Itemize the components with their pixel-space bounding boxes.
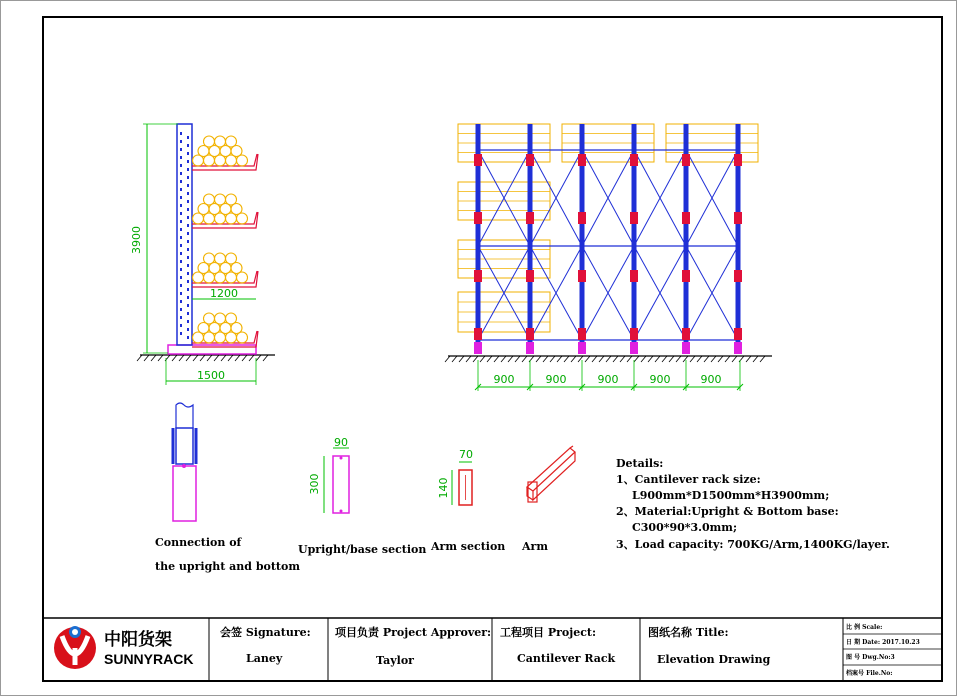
dim-base-length: 1500	[197, 369, 225, 382]
dim-arm-width: 70	[459, 448, 473, 461]
arm-label: Arm	[522, 540, 548, 553]
dim-bay-4: 900	[649, 373, 671, 386]
title-label: 图纸名称 Title:	[648, 626, 729, 639]
details-line1b: L900mm*D1500mm*H3900mm;	[632, 489, 830, 502]
details-line2: 2、Material:Upright & Bottom base:	[616, 505, 839, 518]
dim-arm-length: 1200	[210, 287, 238, 300]
details-line2b: C300*90*3.0mm;	[632, 521, 738, 534]
arm-section-label: Arm section	[431, 540, 506, 553]
details-line3: 3、Load capacity: 700KG/Arm,1400KG/layer.	[616, 538, 890, 551]
approver-label: 项目负责 Project Approver:	[335, 626, 492, 639]
logo-en: SUNNYRACK	[104, 651, 194, 667]
side-upright	[177, 124, 192, 345]
date-field: 日 期 Date: 2017.10.23	[846, 639, 920, 646]
connection-label-1: Connection of	[155, 536, 242, 549]
dwg-no-field: 图 号 Dwg.No:3	[846, 654, 895, 661]
connection-label-2: the upright and bottom	[155, 560, 300, 573]
logo-cn: 中阳货架	[104, 630, 172, 650]
dim-bay-3: 900	[597, 373, 619, 386]
drawing-frame	[43, 17, 942, 681]
sunnyrack-logo	[54, 626, 193, 669]
upright-section	[298, 436, 426, 556]
project-value: Cantilever Rack	[517, 652, 616, 665]
approver-value: Taylor	[376, 654, 414, 667]
connection-detail	[155, 403, 300, 573]
side-base	[168, 345, 256, 354]
signature-label: 会签 Signature:	[220, 626, 311, 639]
front-elevation	[445, 124, 772, 391]
dim-bay-1: 900	[493, 373, 515, 386]
side-elevation	[130, 124, 275, 385]
file-no-field: 档案号 File.No:	[846, 670, 893, 677]
dim-upright-height: 300	[308, 473, 321, 495]
scale-field: 比 例 Scale:	[846, 624, 883, 631]
dim-upright-width: 90	[334, 436, 348, 449]
dim-bay-5: 900	[700, 373, 722, 386]
arm-section	[430, 448, 505, 553]
title-block	[43, 618, 942, 681]
dim-height: 3900	[130, 226, 143, 254]
arm-detail	[521, 446, 575, 553]
upright-section-label: Upright/base section	[298, 543, 427, 556]
dim-bay-2: 900	[545, 373, 567, 386]
details-line1: 1、Cantilever rack size:	[616, 473, 761, 486]
details-notes	[616, 457, 890, 551]
signature-value: Laney	[246, 652, 283, 665]
project-label: 工程项目 Project:	[500, 626, 597, 639]
details-heading: Details:	[616, 457, 664, 470]
dim-arm-height: 140	[437, 477, 450, 499]
title-value: Elevation Drawing	[657, 653, 771, 666]
